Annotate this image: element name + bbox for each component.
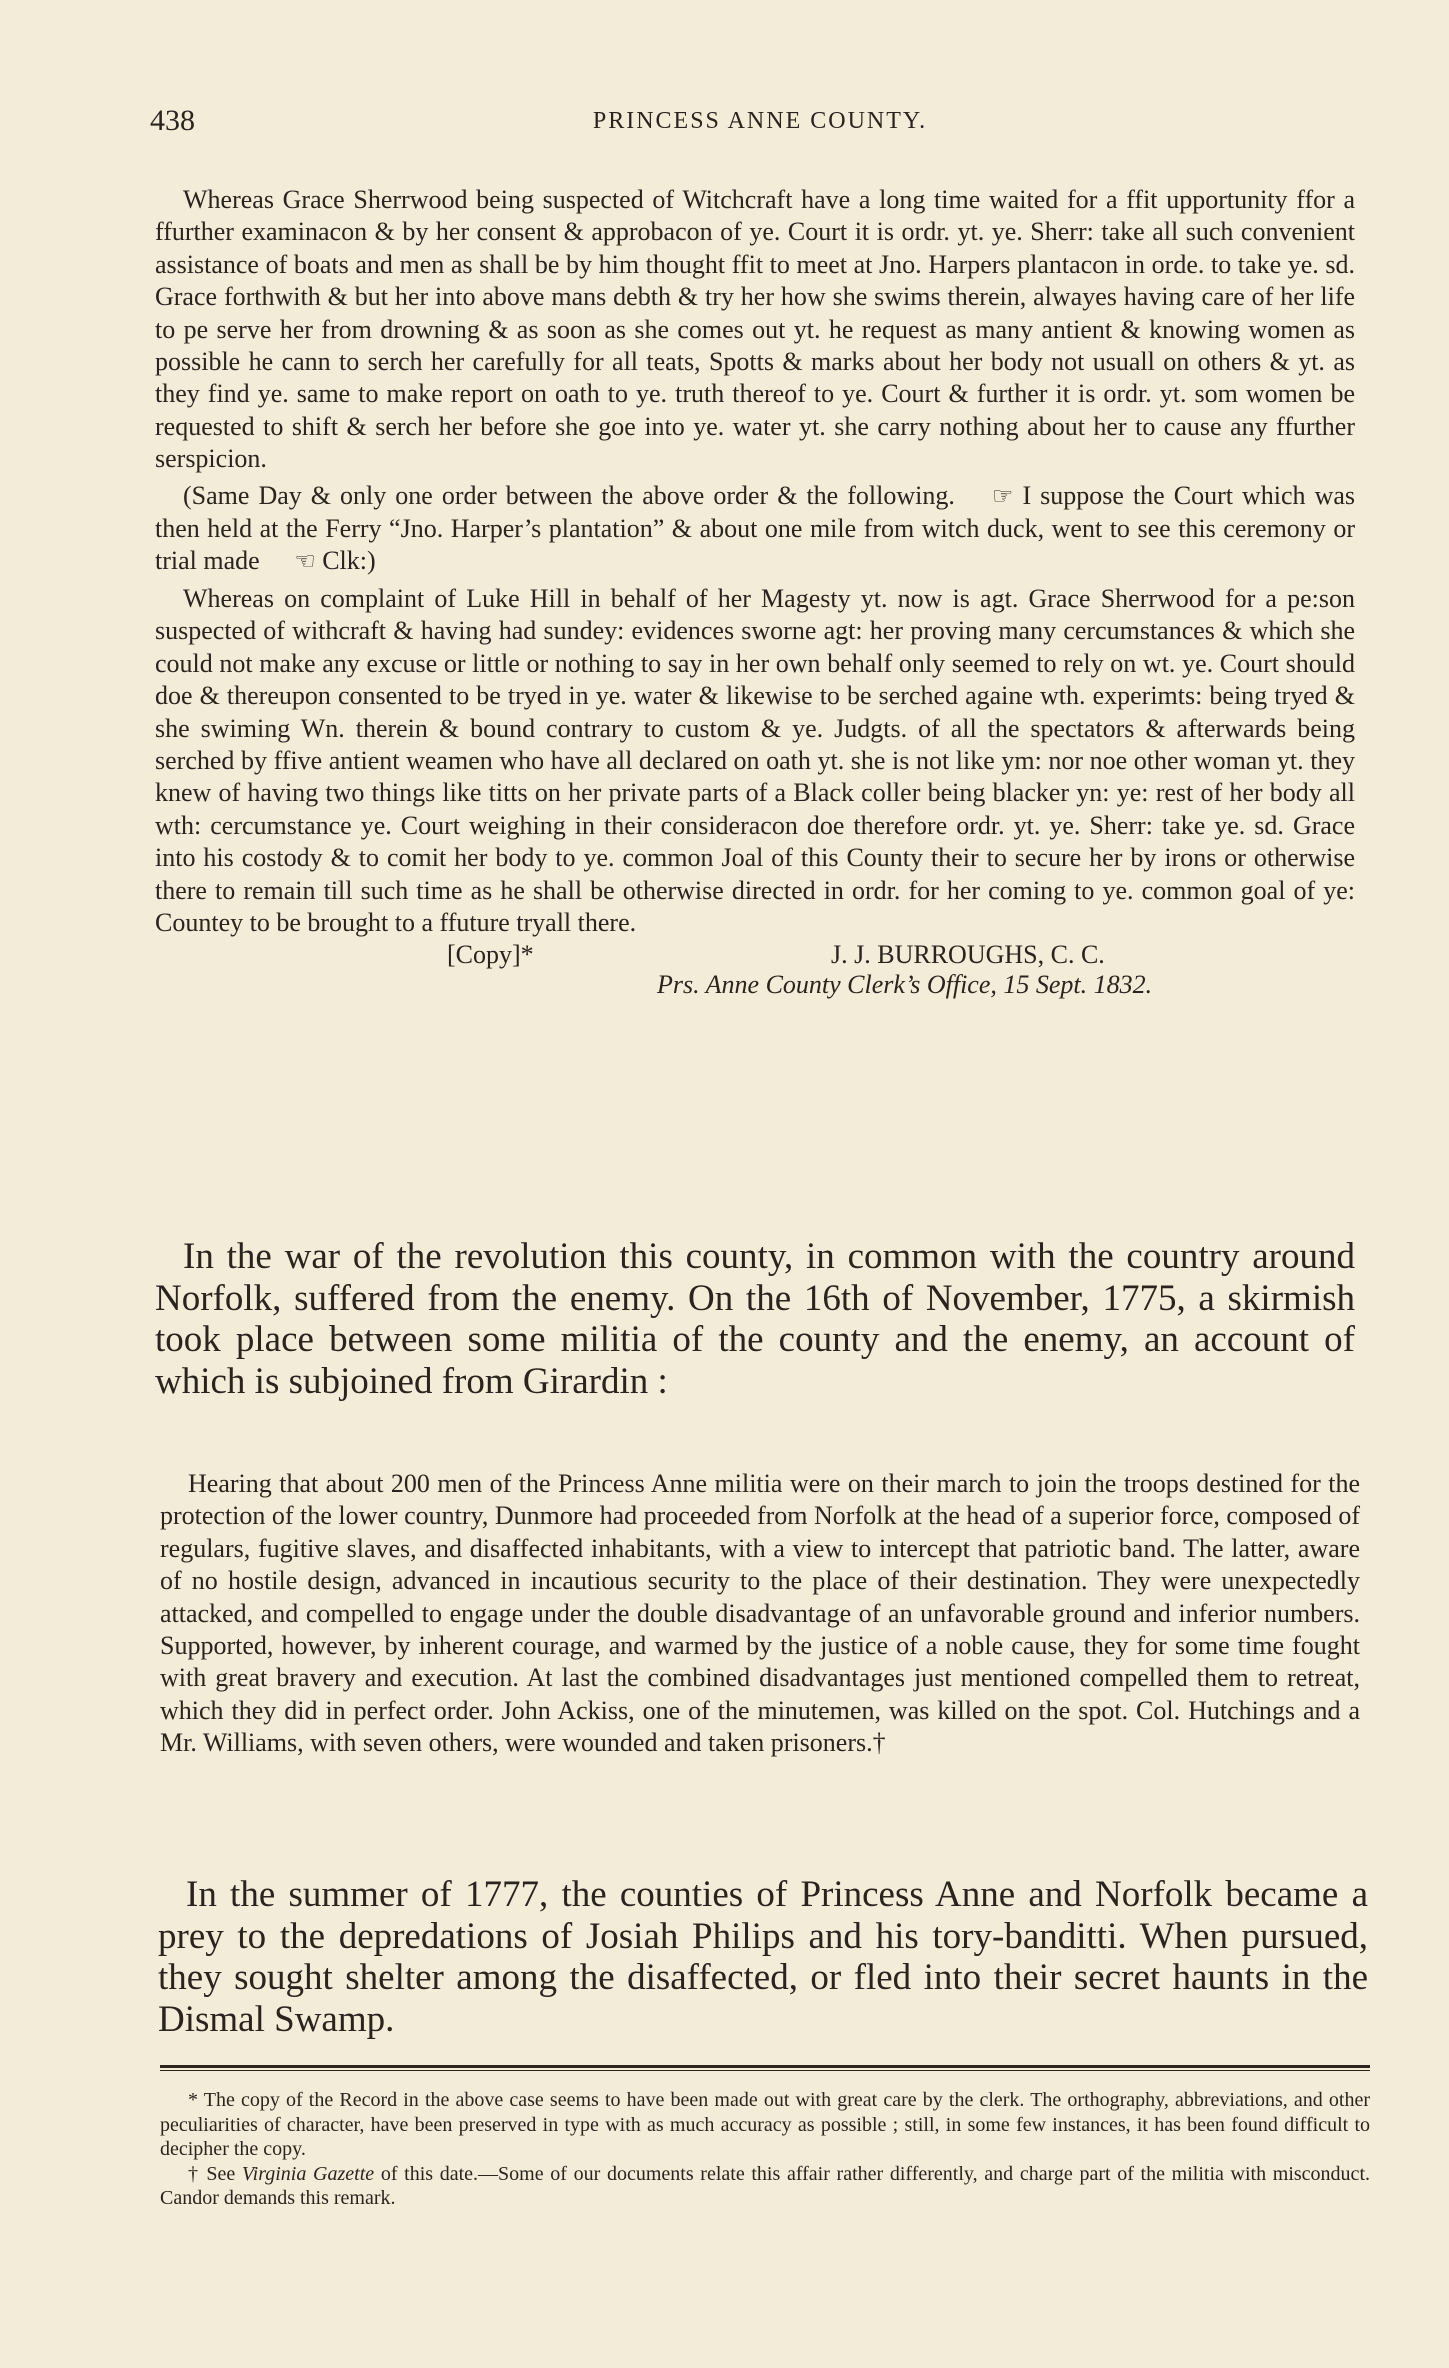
quote-paragraph: Hearing that about 200 men of the Princess Anne militia were on their march to join the troops destined for the protection of the lower country, Dunmore had proceeded from Norfolk at the head of a superior force, composed of regulars, fugitive slaves, and disaffected inhabitants, with a view to intercept that patriotic band. The latter, aware of no hostile design, advanced in incautious security to the place of their destination. They were unexpectedly attacked, and compelled to engage under the double disadvantage of an unfavorable ground and inferior numbers. Supported, however, by inherent courage, and warmed by the justice of a noble cause, they for some time fought with great bravery and execution. At last the combined disadvantages just mentioned compelled them to retreat, which they did in perfect order. John Ackiss, one of the minutemen, was killed on the spot. Col. Hutchings and a Mr. Williams, with seven others, were wounded and taken prisoners.† [160, 1469, 1360, 1758]
footnote-divider-thin [160, 2070, 1370, 2071]
page-header [150, 104, 1370, 144]
footnote-divider [160, 2065, 1370, 2068]
page-number: 438 [150, 104, 195, 137]
record-paragraph-3: Whereas on complaint of Luke Hill in behalf of her Magesty yt. now is agt. Grace Sherrwood for a pe:son suspected of withcraft & having had sundey: evidences sworne agt: her proving many cercumstances & which she could not make any excuse or little or nothing to say in her own behalf only seemed to rely on wt. ye. Court should doe & thereupon consented to be tryed in ye. water & likewise to be serched againe wth. experimts: being tryed & she swiming Wn. therein & bound contrary to custom & ye. Judgts. of all the spectators & afterwards being serched by ffive antient weamen who have all declared on oath yt. she is not like ym: nor noe other woman yt. they knew of having two things like titts on her private parts of a Black coller being blacker yn: ye: rest of her body all wth: cercumstance ye. Court weighing in their consideracon doe therefore ordr. yt. ye. Sherr: take ye. sd. Grace into his costody & to comit her body to ye. common Joal of this County their to secure her by irons or otherwise there to remain till such time as he shall be otherwise directed in ordr. for her coming to ye. common goal of ye: Countey to be brought to a ffuture tryall there. [155, 583, 1355, 937]
record-paragraph-1: Whereas Grace Sherrwood being suspected of Witchcraft have a long time waited for a ffit upportunity ffor a ffurther examinacon & by her consent & approbacon of ye. Court it is ordr. yt. ye. Sherr: take all such convenient assistance of boats and men as shall be by him thought ffit to meet at Jno. Harpers plantacon in orde. to take ye. sd. Grace forthwith & but her into above mans debth & try her how she swims therein, alwayes having care of her life to pe serve her from drowning & as soon as she comes out yt. he request as many antient & knowing women as possible he cann to serch her carefully for all teats, Spotts & marks about her body not usuall on others & yt. as they find ye. same to make report on oath to ye. truth thereof to ye. Court & further it is ordr. yt. som women be requested to shift & serch her before she goe into ye. water yt. she carry nothing about her to cause any ffurther serspicion. [155, 185, 1355, 474]
gazette-title: Virginia Gazette [241, 2162, 375, 2185]
clerk-name: J. J. BURROUGHS, C. C. [831, 940, 1105, 970]
pointing-hand-left-icon: ☜ [294, 549, 316, 576]
main-text-1 [155, 1236, 1355, 1402]
pointing-hand-icon: ☞ [991, 483, 1014, 510]
running-title: PRINCESS ANNE COUNTY. [592, 108, 928, 134]
footnote-2: † See Virginia Gazette of this date.—Some of our documents relate this affair rather differently, and charge part of the militia with misconduct. Candor demands this remark. [160, 2162, 1370, 2209]
clerk-office: Prs. Anne County Clerk’s Office, 15 Sept. 1832. [657, 970, 1153, 1000]
girardin-quote [160, 1468, 1360, 1760]
court-record [155, 184, 1355, 1007]
main-text-2 [158, 1874, 1368, 2040]
record-paragraph-2: (Same Day & only one order between the above order & the following. ☞ I suppose the Court which was then held at the Ferry “Jno. Harper’s plantation” & about one mile from witch duck, went to see this ceremony or trial made ☜ Clk:) [155, 480, 1355, 579]
footnote-1: * The copy of the Record in the above case seems to have been made out with great care by the clerk. The orthography, abbreviations, and other peculiarities of character, have been preserved in type with as much accuracy as possible ; still, in some few instances, it has been found difficult to decipher the copy. [160, 2089, 1370, 2160]
record-signature [155, 939, 1355, 1007]
main-paragraph-2: In the summer of 1777, the counties of Princess Anne and Norfolk became a prey to the depredations of Josiah Philips and his tory-banditti. When pursued, they sought shelter among the disaffected, or fled into their secret haunts in the Dismal Swamp. [158, 1874, 1368, 2040]
main-paragraph-1: In the war of the revolution this county, in common with the country around Norfolk, suffered from the enemy. On the 16th of November, 1775, a skirmish took place between some militia of the county and the enemy, an account of which is subjoined from Girardin : [155, 1236, 1355, 1402]
copy-mark: [Copy]* [447, 940, 534, 970]
footnotes [160, 2088, 1370, 2211]
